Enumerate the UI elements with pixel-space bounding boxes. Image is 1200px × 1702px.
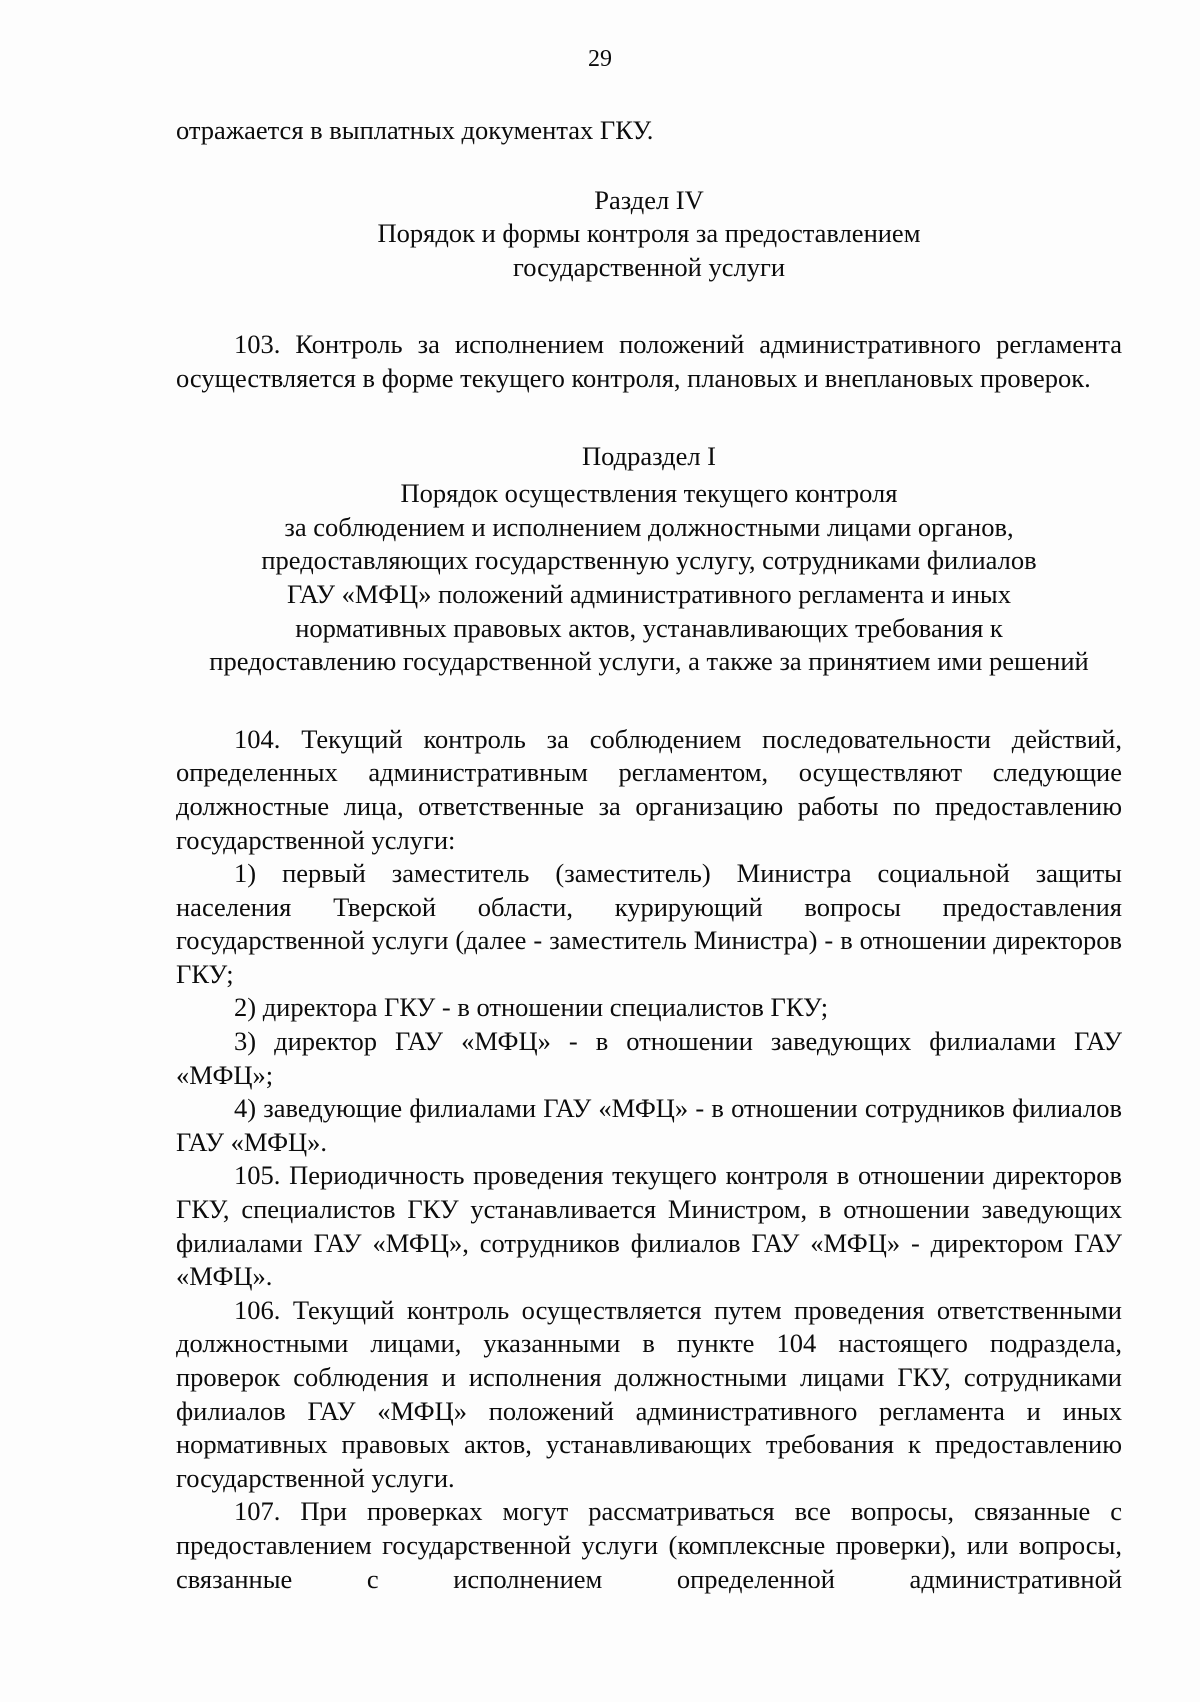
list-item: 2) директора ГКУ - в отношении специалистов ГКУ; — [234, 992, 829, 1023]
subsection-label: Подраздел I — [581, 440, 717, 471]
paragraph-107: 107. При проверках могут рассматриваться все вопросы, связанные с предоставлением государственной услуги (комплексные проверки), или вопросы, связанные с исполнением определенной административной — [176, 1496, 1122, 1594]
list-item: 1) первый заместитель (заместитель) Министра социальной защиты населения Тверской области, курирующий вопросы предоставления государственной услуги (далее - заместитель Министра) - в отношении директоров ГКУ; — [176, 858, 1122, 989]
responsible-officials-list — [176, 857, 1122, 1159]
page-number: 29 — [588, 46, 612, 72]
section-title-line: Порядок и формы контроля за предоставлением — [377, 218, 921, 249]
subsection-title-line: Порядок осуществления текущего контроля — [400, 478, 898, 509]
subsection-title-line: предоставляющих государственную услугу, сотрудниками филиалов — [261, 545, 1037, 576]
subsection-title-line: ГАУ «МФЦ» положений административного регламента и иных — [287, 578, 1011, 609]
paragraph-104: 104. Текущий контроль за соблюдением последовательности действий, определенных административным регламентом, осуществляют следующие должностные лица, ответственные за организацию работы по предоставлению государственной услуги: — [176, 723, 1122, 855]
subsection-title-line: нормативных правовых актов, устанавливающих требования к — [295, 612, 1003, 643]
subsection-title-line: предоставлению государственной услуги, а также за принятием ими решений — [209, 646, 1089, 677]
section-label: Раздел IV — [594, 184, 704, 215]
subsection-heading — [176, 440, 1122, 679]
continuation-line: отражается в выплатных документах ГКУ. — [176, 115, 654, 145]
paragraph-105: 105. Периодичность проведения текущего контроля в отношении директоров ГКУ, специалистов ГКУ устанавливается Министром, в отношении заведующих филиалами ГАУ «МФЦ», сотрудников филиалов ГАУ «МФЦ» - директором ГАУ «МФЦ». — [176, 1160, 1122, 1292]
section-heading — [176, 184, 1122, 285]
paragraph-106: 106. Текущий контроль осуществляется путем проведения ответственными должностными лицами, указанными в пункте 104 настоящего подраздела, проверок соблюдения и исполнения должностными лицами ГКУ, сотрудниками филиалов ГАУ «МФЦ» положений административного регламента и иных нормативных правовых актов, устанавливающих требования к предоставлению государственной услуги. — [176, 1294, 1122, 1493]
subsection-title-line: за соблюдением и исполнением должностными лицами органов, — [284, 511, 1014, 542]
page-body — [176, 114, 1122, 1596]
section-title-line: государственной услуги — [512, 251, 786, 282]
paragraph-103: 103. Контроль за исполнением положений административного регламента осуществляется в форме текущего контроля, плановых и внеплановых проверок. — [176, 329, 1122, 393]
list-item: 4) заведующие филиалами ГАУ «МФЦ» - в отношении сотрудников филиалов ГАУ «МФЦ». — [176, 1093, 1122, 1157]
list-item: 3) директор ГАУ «МФЦ» - в отношении заведующих филиалами ГАУ «МФЦ»; — [176, 1026, 1122, 1090]
